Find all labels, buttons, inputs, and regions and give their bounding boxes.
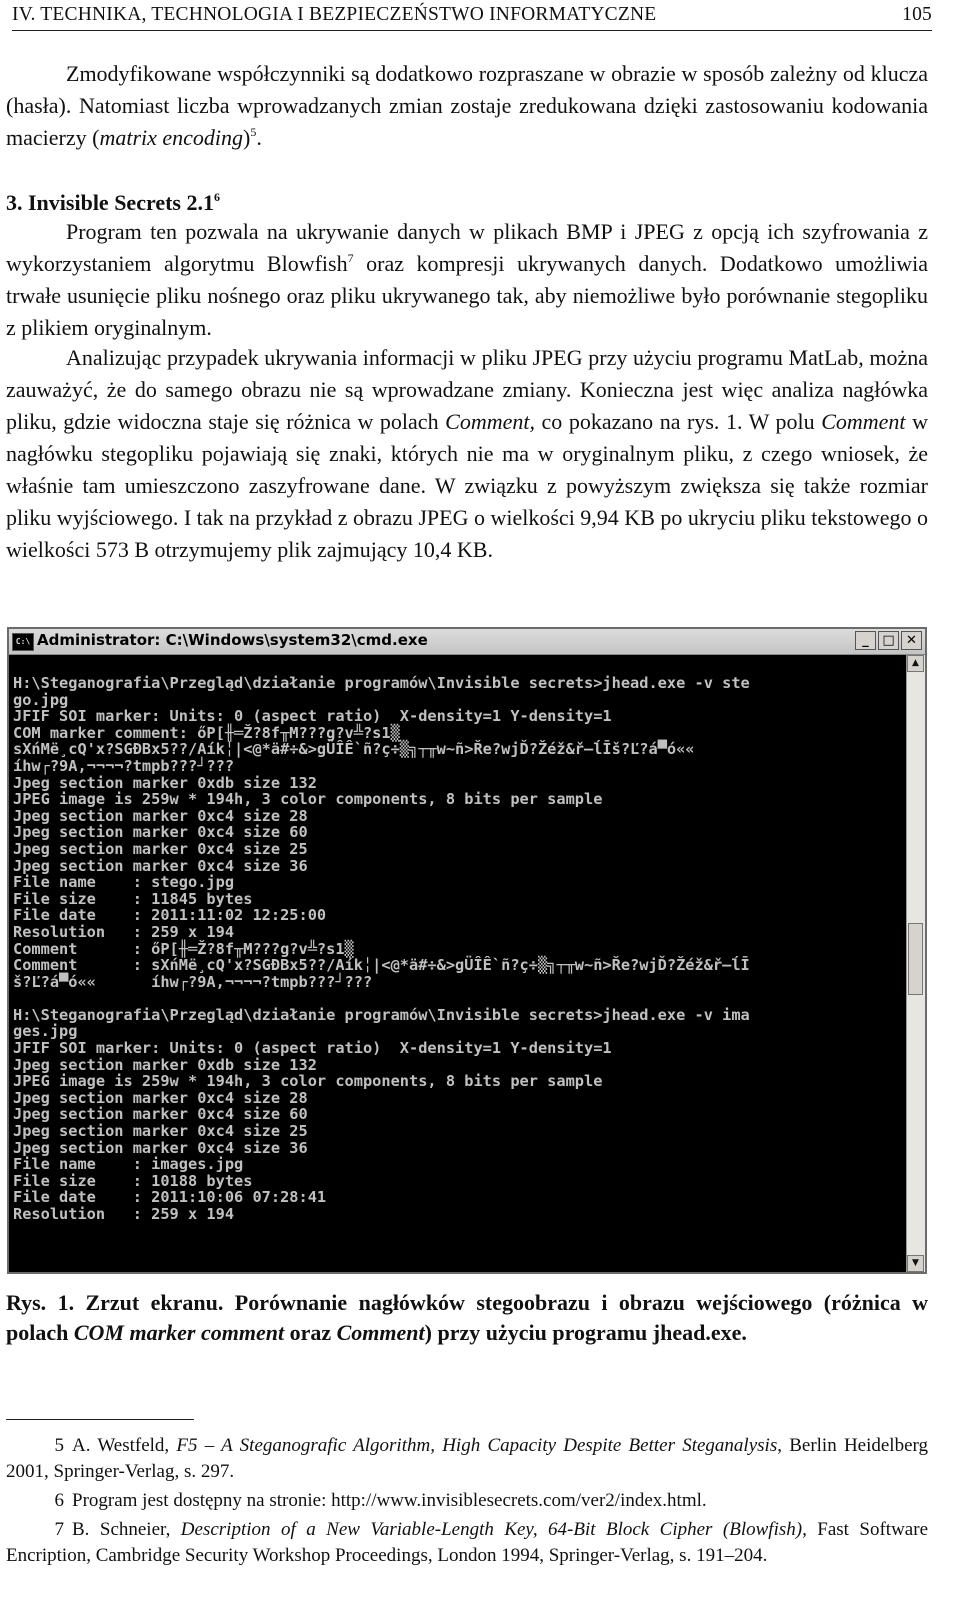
console-line: File name : stego.jpg — [13, 873, 235, 892]
console-line: Jpeg section marker 0xdb size 132 — [13, 1055, 317, 1074]
close-button[interactable]: ✕ — [901, 631, 922, 650]
paragraph-1 — [6, 216, 928, 344]
caption-text-3: ) przy użyciu programu jhead.exe. — [424, 1320, 747, 1345]
intro-text-3: ) — [243, 125, 251, 150]
paragraph-1-text-1: Program ten pozwala na ukrywanie danych w plikach BMP i JPEG z opcją ich szyfrowania z wykorzystaniem algorytmu Blowfish — [6, 219, 928, 276]
footnote-text: A. Westfeld, — [72, 1435, 177, 1456]
footnote-number: 7 — [54, 1519, 64, 1540]
console-line: Resolution : 259 x 194 — [13, 922, 235, 941]
console-line: File name : images.jpg — [13, 1155, 244, 1174]
console-line: Jpeg section marker 0xdb size 132 — [13, 773, 317, 792]
console-line: Comment : sXńMë¸cQ'x?SGĐBx5??/Aík╎|<@*ä#÷&>gÜÎÊ`ñ?ç÷▒╗┬╥w~ñ>Ře?wjĎ?Žéž&ř–ĺĪ — [13, 956, 750, 975]
console-line: COM marker comment: őP[╫═Ž?8f╥M???g?v╩?s1▒ — [13, 723, 400, 742]
footnote-text-rest: Fast Software Encription, Cambridge Security Workshop Proceedings, London 1994, Springer-Verlag, s. 191–204. — [6, 1519, 928, 1566]
footnote-separator — [6, 1419, 194, 1420]
cmd-window-screenshot — [7, 627, 927, 1274]
paragraph-2-emphasis-1: Comment, — [445, 409, 535, 434]
intro-text-1: Zmodyfikowane współczynniki są dodatkowo rozpraszane w obrazie w sposób zależny od klucza (hasła). Natomiast liczba wprowadzanych zmian zostaje zredukowana dzięki zastosowaniu kodowania macierzy ( — [6, 61, 928, 150]
console-line: JFIF SOI marker: Units: 0 (aspect ratio) X-density=1 Y-density=1 — [13, 707, 612, 726]
caption-text-2: oraz — [284, 1320, 337, 1345]
console-line: Jpeg section marker 0xc4 size 25 — [13, 1122, 308, 1141]
page-number: 105 — [902, 4, 932, 25]
maximize-button[interactable]: □ — [878, 631, 899, 650]
section-heading-text: 3. Invisible Secrets 2.1 — [6, 190, 214, 215]
console-line: Jpeg section marker 0xc4 size 36 — [13, 856, 308, 875]
console-line: JPEG image is 259w * 194h, 3 color components, 8 bits per sample — [13, 790, 603, 809]
running-header-section: IV. TECHNIKA, TECHNOLOGIA I BEZPIECZEŃSTWO INFORMATYCZNE — [12, 4, 657, 25]
window-controls — [853, 631, 922, 650]
paragraph-2 — [6, 342, 928, 566]
footnote-number: 6 — [54, 1490, 64, 1511]
footnote-number: 5 — [54, 1435, 64, 1456]
console-line: H:\Steganografia\Przegląd\działanie programów\Invisible secrets>jhead.exe -v ima — [13, 1005, 750, 1024]
console-line: Jpeg section marker 0xc4 size 60 — [13, 823, 308, 842]
footnote-5 — [6, 1433, 928, 1485]
console-line: go.jpg — [13, 690, 69, 709]
console-line: File date : 2011:11:02 12:25:00 — [13, 906, 327, 925]
scroll-up-arrow-icon[interactable]: ▲ — [907, 655, 924, 672]
footnote-ref-7[interactable]: 7 — [347, 251, 354, 265]
console-line: Resolution : 259 x 194 — [13, 1205, 235, 1223]
console-line: File size : 10188 bytes — [13, 1171, 253, 1190]
footnote-6 — [6, 1488, 928, 1514]
footnote-text: B. Schneier, — [72, 1519, 181, 1540]
console-line: š?Ľ?á▀ó«« íhw┌?9A,¬¬¬¬?tmpb???┘??? — [13, 972, 373, 991]
console-line: Jpeg section marker 0xc4 size 25 — [13, 839, 308, 858]
console-line: Comment : őP[╫═Ž?8f╥M???g?v╩?s1▒ — [13, 939, 354, 958]
console-line: File size : 11845 bytes — [13, 889, 253, 908]
caption-emphasis-2: Comment — [336, 1320, 425, 1345]
console-output-area[interactable] — [9, 655, 907, 1272]
console-line: JPEG image is 259w * 194h, 3 color components, 8 bits per sample — [13, 1072, 603, 1091]
footnote-title: Description of a New Variable-Length Key, 64-Bit Block Cipher (Blowfish), — [180, 1519, 807, 1540]
figure-caption — [6, 1288, 928, 1348]
minimize-button[interactable]: _ — [855, 631, 876, 650]
footnote-ref-6[interactable]: 6 — [213, 190, 220, 204]
console-line: ges.jpg — [13, 1022, 78, 1041]
console-line: Jpeg section marker 0xc4 size 36 — [13, 1138, 308, 1157]
console-line: íhw┌?9A,¬¬¬¬?tmpb???┘??? — [13, 756, 235, 775]
caption-text-1: Rys. 1. Zrzut ekranu. Porównanie nagłówków stegoobrazu i obrazu wejściowego (różnica w polach — [6, 1290, 928, 1345]
scroll-thumb[interactable] — [908, 923, 923, 995]
paragraph-2-text-1: Analizując przypadek ukrywania informacji w pliku JPEG przy użyciu programu MatLab, można zauważyć, że do samego obrazu nie są wprowadzane zmiany. Konieczna jest więc analiza nagłówka pliku, gdzie widoczna staje się różnica w polach — [6, 345, 928, 434]
console-icon: C:\ — [12, 633, 34, 651]
console-line: File date : 2011:10:06 07:28:41 — [13, 1188, 327, 1207]
scroll-down-arrow-icon[interactable]: ▼ — [907, 1255, 924, 1272]
footnote-ref-5[interactable]: 5 — [250, 125, 257, 139]
intro-paragraph — [6, 58, 928, 154]
paragraph-2-text-3: w nagłówku stegopliku pojawiają się znaki, których nie ma w oryginalnym pliku, z czego wniosek, że właśnie tam umieszczono zaszyfrowane dane. W związku z powyższym zwiększa się także rozmiar pliku wyjściowego. I tak na przykład z obrazu JPEG o wielkości 9,94 KB po ukryciu pliku tekstowego o wielkości 573 B otrzymujemy plik zajmujący 10,4 KB. — [6, 409, 929, 562]
console-line: Jpeg section marker 0xc4 size 28 — [13, 1088, 308, 1107]
footnote-text[interactable]: Program jest dostępny na stronie: http://www.invisiblesecrets.com/ver2/index.html. — [72, 1490, 707, 1511]
console-line: JFIF SOI marker: Units: 0 (aspect ratio) X-density=1 Y-density=1 — [13, 1039, 612, 1058]
console-line: H:\Steganografia\Przegląd\działanie programów\Invisible secrets>jhead.exe -v ste — [13, 674, 750, 692]
cmd-window-title: Administrator: C:\Windows\system32\cmd.exe — [37, 631, 428, 649]
paragraph-1-text-2: oraz kompresji ukrywanych danych. Dodatkowo umożliwia trwałe usunięcie pliku nośnego oraz pliku ukrywanego tak, aby niemożliwe było porównanie stegopliku z plikiem oryginalnym. — [6, 251, 928, 340]
intro-text-4: . — [256, 125, 262, 150]
footnote-7 — [6, 1517, 928, 1569]
section-heading — [6, 190, 220, 216]
console-line: Jpeg section marker 0xc4 size 60 — [13, 1105, 308, 1124]
cmd-title-bar[interactable] — [9, 629, 925, 655]
console-output — [9, 655, 907, 1223]
vertical-scrollbar[interactable] — [906, 655, 925, 1272]
footnote-text-rest: , Berlin Heidelberg 2001, Springer-Verlag, s. 297. — [6, 1435, 928, 1482]
console-line: sXńMë¸cQ'x?SGĐBx5??/Aík╎|<@*ä#÷&>gÜÎÊ`ñ?ç÷▒╗┬╥w~ñ>Ře?wjĎ?Žéž&ř–ĺĪš?Ľ?á▀ó«« — [13, 740, 695, 759]
console-line: Jpeg section marker 0xc4 size 28 — [13, 806, 308, 825]
paragraph-2-emphasis-2: Comment — [821, 409, 906, 434]
caption-emphasis-1: COM marker comment — [73, 1320, 285, 1345]
footnote-title: F5 – A Steganografic Algorithm, High Capacity Despite Better Steganalysis — [176, 1435, 778, 1456]
paragraph-2-text-2: co pokazano na rys. 1. W polu — [534, 409, 822, 434]
running-header — [12, 2, 932, 31]
intro-emphasis: matrix encoding — [99, 125, 244, 150]
